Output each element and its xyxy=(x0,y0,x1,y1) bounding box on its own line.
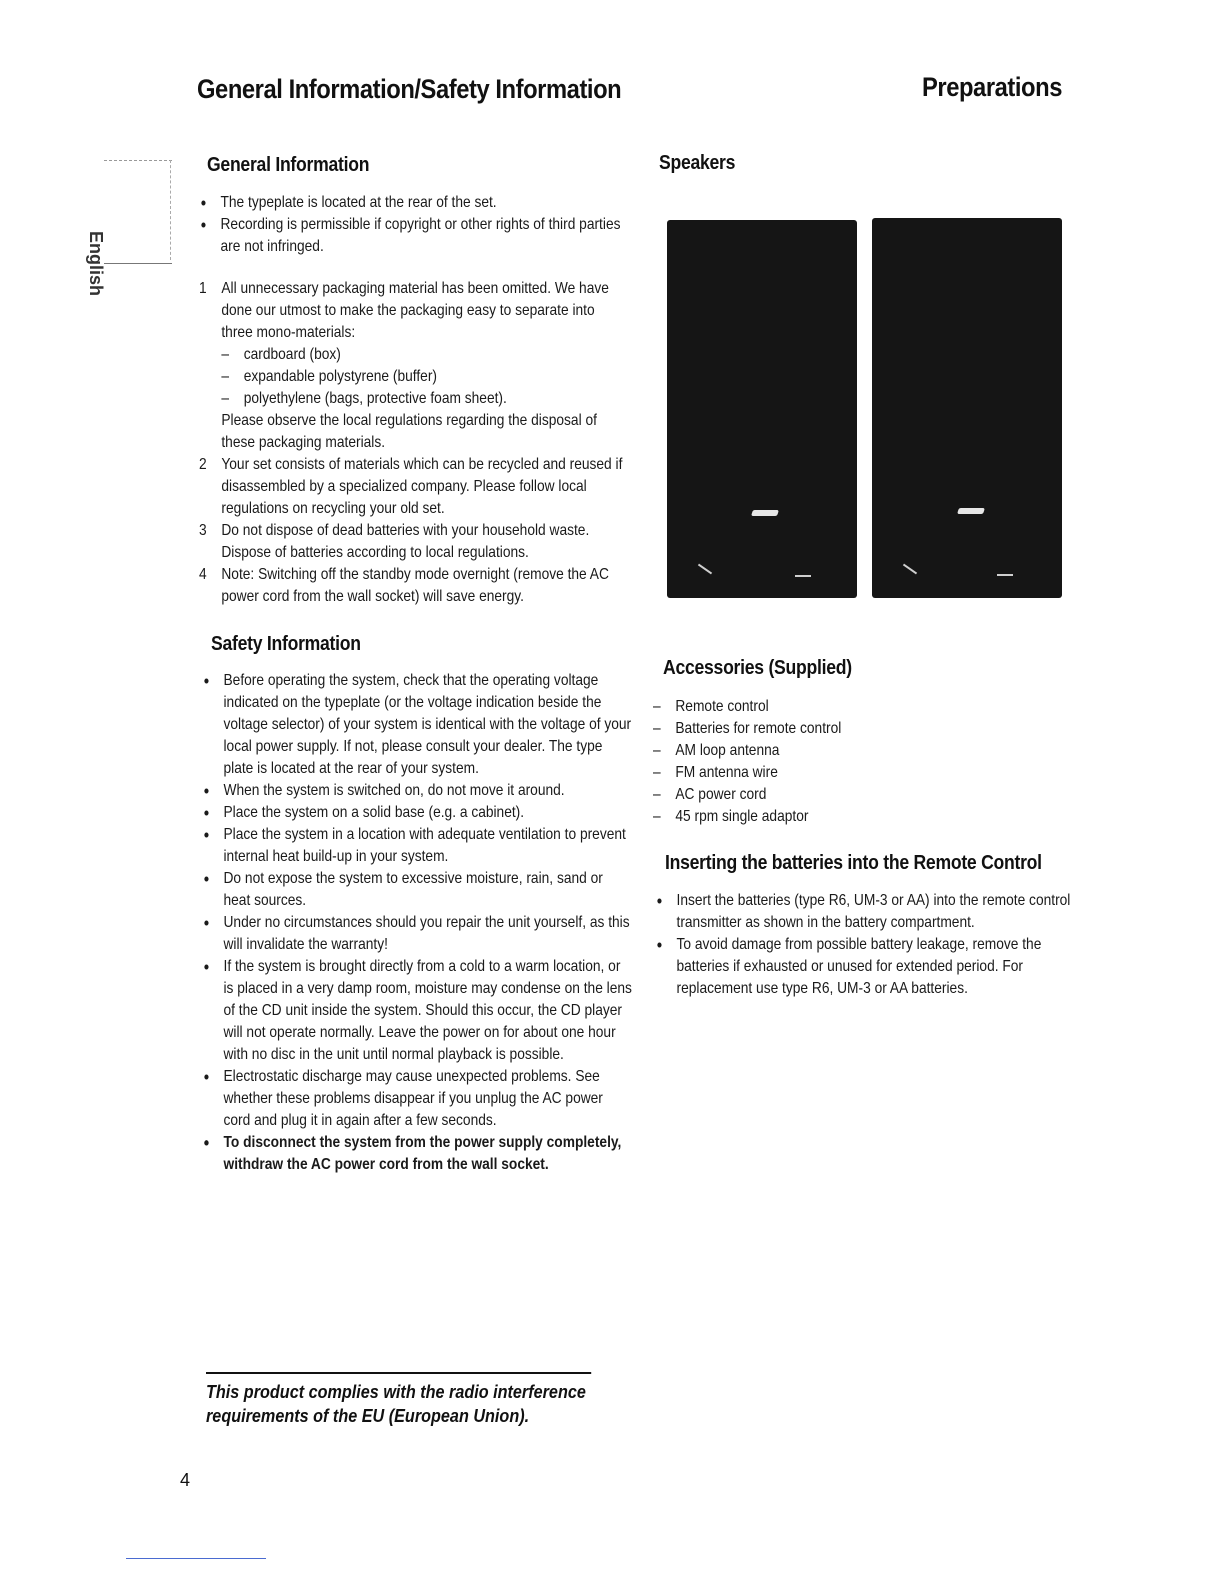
list-item: – Batteries for remote control xyxy=(653,718,963,740)
page-title: General Information/Safety Information xyxy=(197,74,622,104)
brand-logo-icon xyxy=(751,510,779,516)
list-item xyxy=(199,278,629,454)
list-item: – FM antenna wire xyxy=(653,762,963,784)
list-item: – expandable polystyrene (buffer) xyxy=(221,366,629,388)
list-item: – AM loop antenna xyxy=(653,740,963,762)
speaker-foot-icon xyxy=(903,564,917,575)
speaker-right-image xyxy=(872,218,1062,598)
eu-compliance-notice: This product complies with the radio interference requirements of the EU (European Union). xyxy=(206,1372,591,1428)
list-item: • Under no circumstances should you repair the unit yourself, as this will invalidate the warranty! xyxy=(202,912,632,956)
accessories-block xyxy=(653,696,963,828)
speaker-foot-icon xyxy=(698,564,712,575)
list-item: – polyethylene (bags, protective foam sheet). xyxy=(221,388,629,410)
list-item xyxy=(199,454,629,520)
list-item: • To avoid damage from possible battery leakage, remove the batteries if exhausted or unused for extended period. For replacement use type R6, UM-3 or AA batteries. xyxy=(655,934,1085,1000)
list-item-bold: • To disconnect the system from the power supply completely, withdraw the AC power cord from the wall socket. xyxy=(202,1132,632,1176)
language-tab-label: English xyxy=(86,231,106,297)
general-information-block xyxy=(199,192,629,608)
list-item: – Remote control xyxy=(653,696,963,718)
side-divider xyxy=(170,160,172,260)
item-number: 4 xyxy=(199,566,207,583)
safety-bullet-list xyxy=(202,670,632,1176)
materials-note: Please observe the local regulations regarding the disposal of these packaging materials. xyxy=(221,412,597,451)
footer-rule xyxy=(126,1558,266,1559)
item-number: 3 xyxy=(199,522,207,539)
speaker-foot-icon xyxy=(997,574,1013,576)
item-text: Do not dispose of dead batteries with your household waste. Dispose of batteries according to local regulations. xyxy=(221,522,590,561)
batteries-bullet-list xyxy=(655,890,1085,1000)
list-item xyxy=(199,520,629,564)
item-text: All unnecessary packaging material has been omitted. We have done our utmost to make the packaging easy to separate into three mono-materials: xyxy=(221,280,609,341)
batteries-heading: Inserting the batteries into the Remote Control xyxy=(665,852,1042,874)
item-number: 2 xyxy=(199,456,207,473)
speakers-heading: Speakers xyxy=(659,152,736,174)
speaker-foot-icon xyxy=(795,575,811,577)
safety-information-heading: Safety Information xyxy=(211,633,361,655)
page-number: 4 xyxy=(180,1470,191,1490)
section-title-preparations: Preparations xyxy=(922,72,1062,102)
batteries-block xyxy=(655,890,1085,1000)
list-item: • Do not expose the system to excessive moisture, rain, sand or heat sources. xyxy=(202,868,632,912)
list-item: • The typeplate is located at the rear of the set. xyxy=(199,192,629,214)
general-bullet-list xyxy=(199,192,629,258)
language-tab xyxy=(86,160,172,297)
materials-list xyxy=(221,344,629,410)
list-item: • If the system is brought directly from a cold to a warm location, or is placed in a very damp room, moisture may condense on the lens of the CD unit inside the system. Should this occur, the CD player will not operate normally. Leave the power on for about one hour with no disc in the unit until normal playback is possible. xyxy=(202,956,632,1066)
list-item: – cardboard (box) xyxy=(221,344,629,366)
general-information-heading: General Information xyxy=(207,154,370,176)
list-item: – AC power cord xyxy=(653,784,963,806)
speaker-left-image xyxy=(667,220,857,598)
list-item: • Recording is permissible if copyright or other rights of third parties are not infringed. xyxy=(199,214,629,258)
list-item: • Place the system on a solid base (e.g. a cabinet). xyxy=(202,802,632,824)
list-item: • Before operating the system, check that the operating voltage indicated on the typeplate (or the voltage indication beside the voltage selector) of your system is identical with the voltage of your local power supply. If not, please consult your dealer. The type plate is located at the rear of your system. xyxy=(202,670,632,780)
brand-logo-icon xyxy=(957,508,985,514)
list-item: • When the system is switched on, do not move it around. xyxy=(202,780,632,802)
list-item: • Electrostatic discharge may cause unexpected problems. See whether these problems disappear if you unplug the AC power cord and plug it in again after a few seconds. xyxy=(202,1066,632,1132)
accessories-list xyxy=(653,696,963,828)
general-numbered-list xyxy=(199,278,629,608)
item-text: Note: Switching off the standby mode overnight (remove the AC power cord from the wall socket) will save energy. xyxy=(221,566,609,605)
list-item: – 45 rpm single adaptor xyxy=(653,806,963,828)
list-item: • Insert the batteries (type R6, UM-3 or AA) into the remote control transmitter as shown in the battery compartment. xyxy=(655,890,1085,934)
safety-information-block xyxy=(202,670,632,1176)
item-text: Your set consists of materials which can be recycled and reused if disassembled by a specialized company. Please follow local regulations on recycling your old set. xyxy=(221,456,623,517)
accessories-heading: Accessories (Supplied) xyxy=(663,657,852,679)
item-number: 1 xyxy=(199,280,207,297)
list-item: • Place the system in a location with adequate ventilation to prevent internal heat build-up in your system. xyxy=(202,824,632,868)
list-item xyxy=(199,564,629,608)
